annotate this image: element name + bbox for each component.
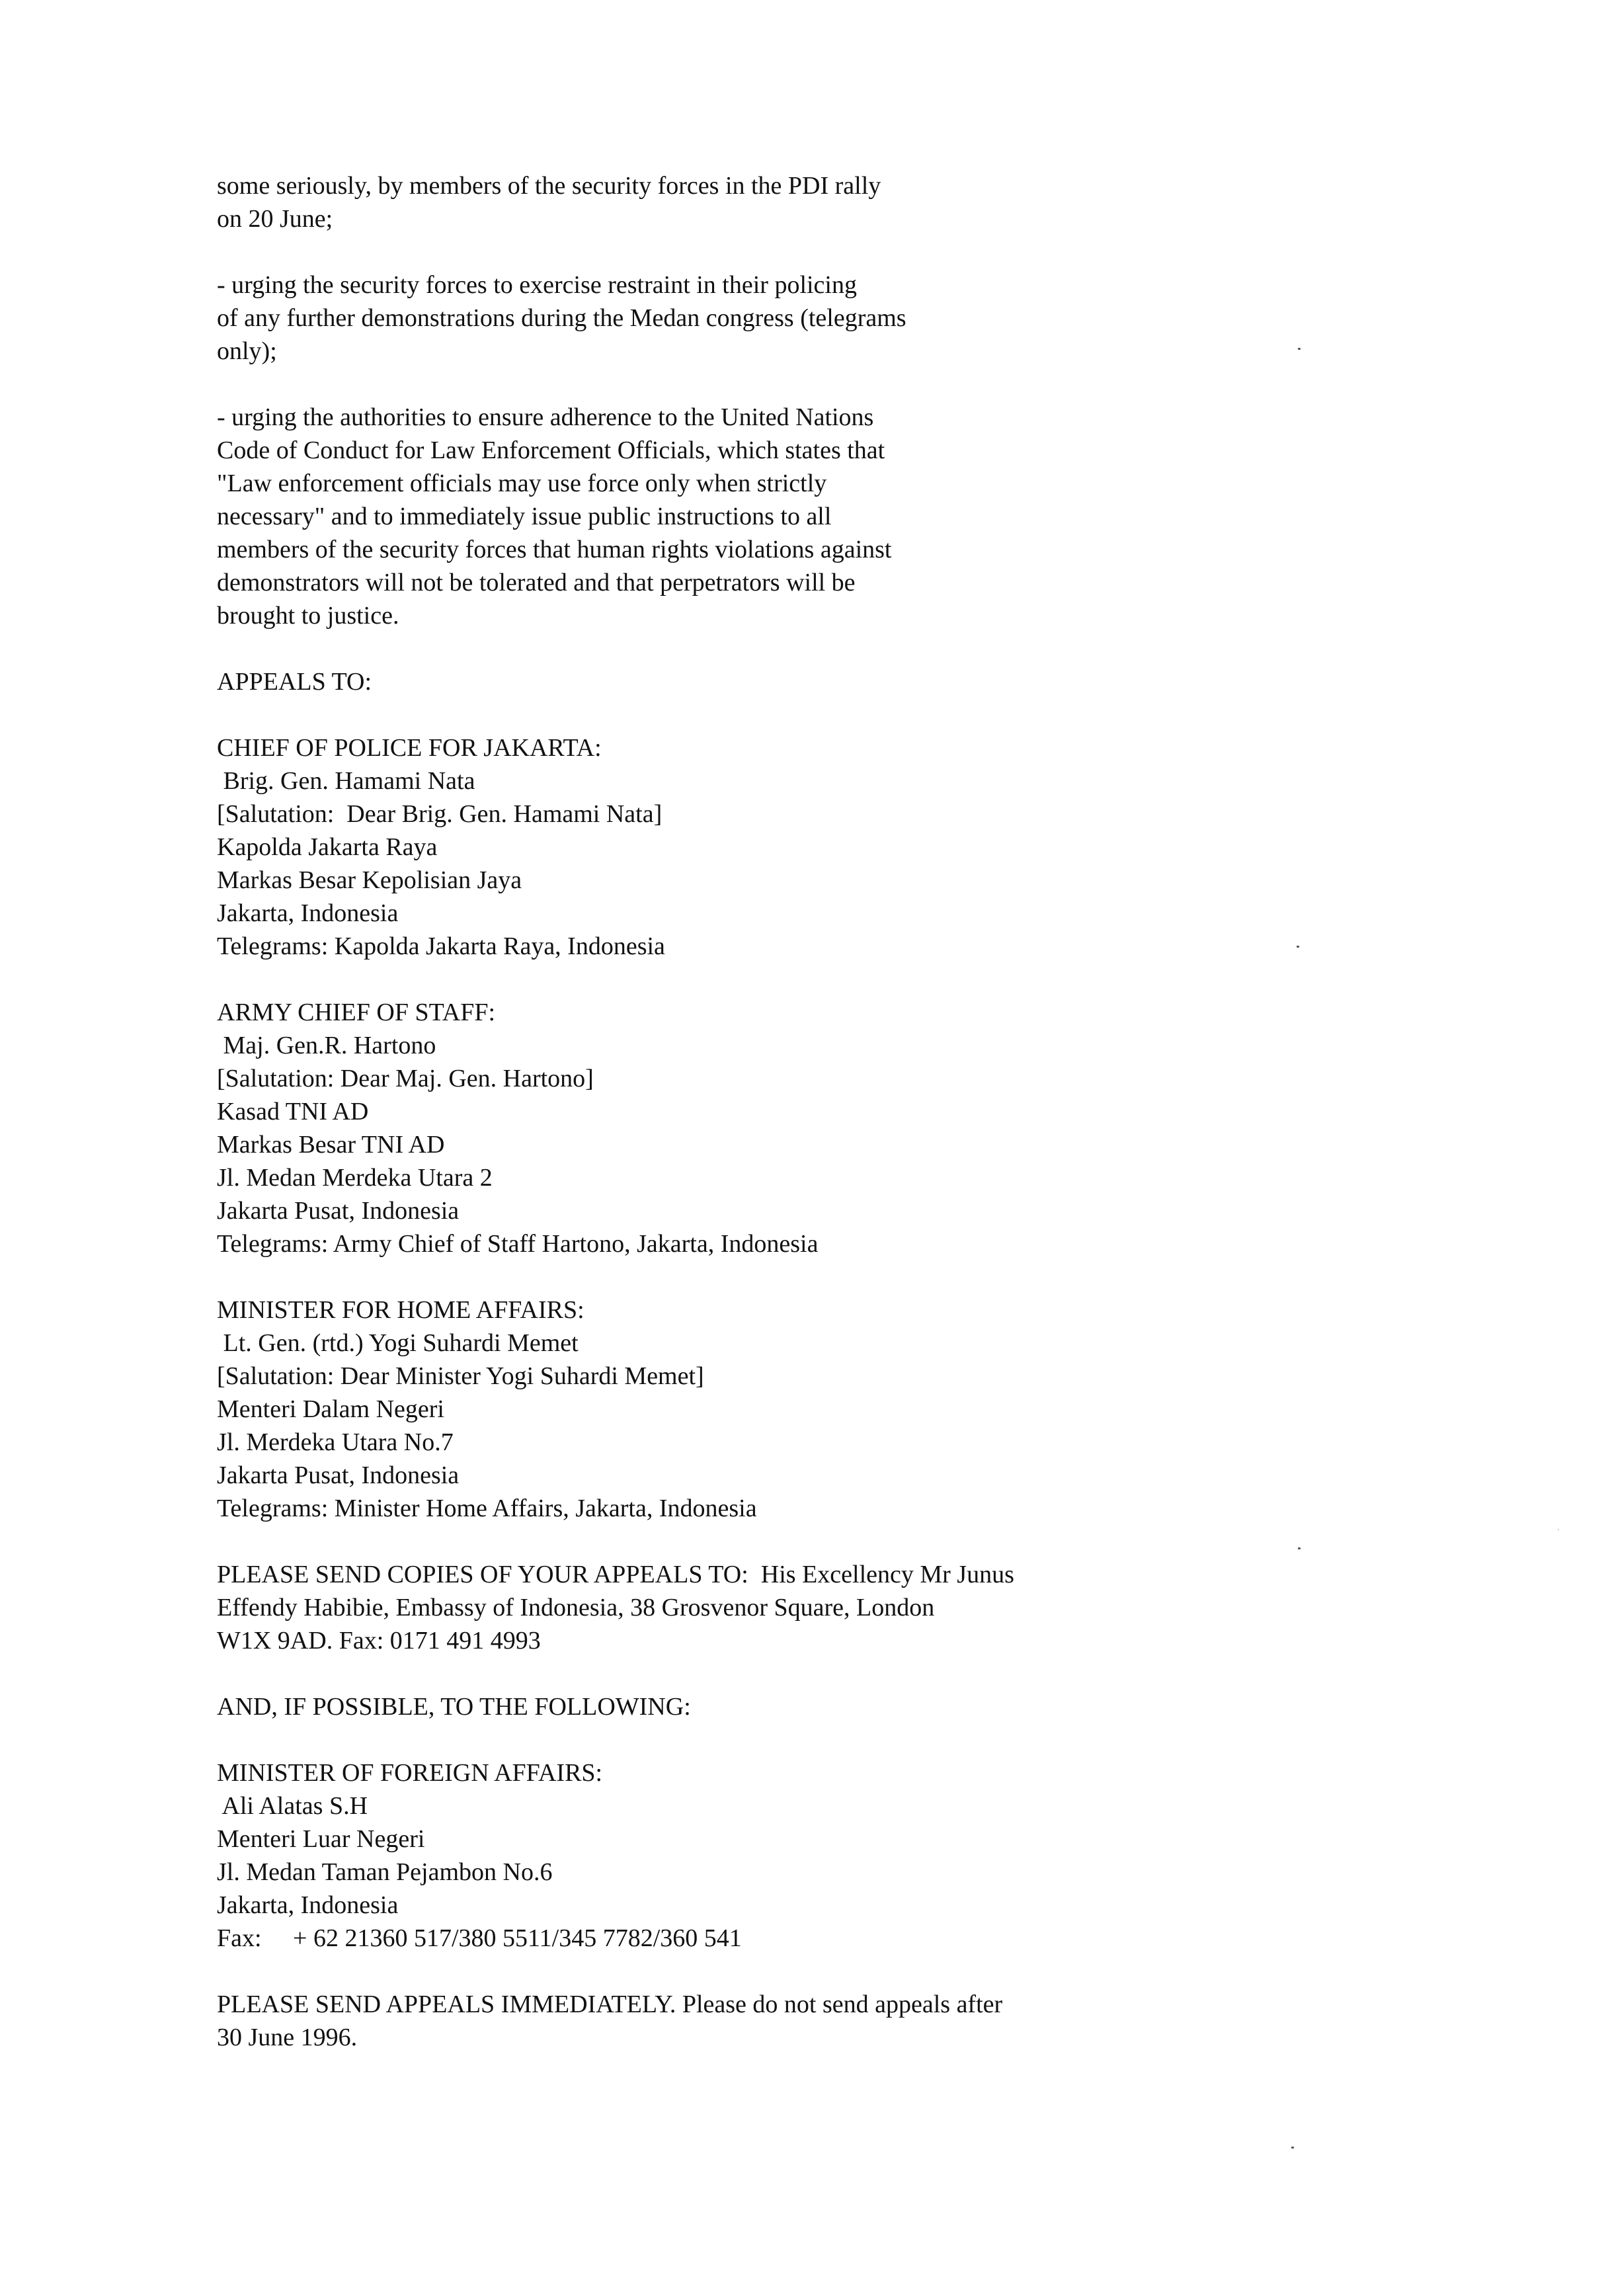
address-line: [Salutation: Dear Maj. Gen. Hartono] bbox=[217, 1065, 594, 1092]
text-line: of any further demonstrations during the Medan congress (telegrams bbox=[217, 304, 906, 332]
paragraph-send-immediately bbox=[217, 1988, 1447, 2054]
address-line: Markas Besar TNI AD bbox=[217, 1131, 445, 1159]
scan-speck bbox=[1298, 1547, 1301, 1549]
text-line: demonstrators will not be tolerated and that perpetrators will be bbox=[217, 569, 856, 596]
text-line: some seriously, by members of the security forces in the PDI rally bbox=[217, 172, 881, 200]
paragraph-urging-restraint bbox=[217, 268, 1447, 368]
text-line: - urging the security forces to exercise restraint in their policing bbox=[217, 271, 857, 299]
text-line: only); bbox=[217, 337, 277, 365]
text-line: - urging the authorities to ensure adherence to the United Nations bbox=[217, 403, 874, 431]
address-line: Fax: + 62 21360 517/380 5511/345 7782/360 541 bbox=[217, 1924, 742, 1952]
address-line: Telegrams: Army Chief of Staff Hartono, Jakarta, Indonesia bbox=[217, 1230, 819, 1258]
paragraph-injured-continuation bbox=[217, 169, 1447, 235]
text-line: necessary" and to immediately issue public instructions to all bbox=[217, 503, 832, 530]
address-line: Menteri Luar Negeri bbox=[217, 1825, 425, 1853]
address-title: MINISTER FOR HOME AFFAIRS: bbox=[217, 1296, 584, 1324]
address-title: MINISTER OF FOREIGN AFFAIRS: bbox=[217, 1759, 603, 1787]
paragraph-send-copies bbox=[217, 1558, 1447, 1657]
address-line: Kasad TNI AD bbox=[217, 1098, 369, 1126]
address-line: [Salutation: Dear Minister Yogi Suhardi Memet] bbox=[217, 1362, 704, 1390]
address-chief-of-police bbox=[217, 731, 1447, 963]
text-line: W1X 9AD. Fax: 0171 491 4993 bbox=[217, 1627, 541, 1655]
scan-speck bbox=[1297, 946, 1299, 948]
text-line: "Law enforcement officials may use force only when strictly bbox=[217, 470, 827, 497]
address-line: Jakarta Pusat, Indonesia bbox=[217, 1461, 460, 1489]
scan-speck bbox=[1291, 2147, 1294, 2149]
text-line: PLEASE SEND COPIES OF YOUR APPEALS TO: His Excellency Mr Junus bbox=[217, 1561, 1014, 1588]
address-line: Kapolda Jakarta Raya bbox=[217, 833, 438, 861]
address-title: CHIEF OF POLICE FOR JAKARTA: bbox=[217, 734, 602, 762]
address-line: Jakarta, Indonesia bbox=[217, 899, 399, 927]
address-army-chief-of-staff bbox=[217, 996, 1447, 1260]
paragraph-un-code-of-conduct bbox=[217, 401, 1447, 632]
address-line: [Salutation: Dear Brig. Gen. Hamami Nata] bbox=[217, 800, 663, 828]
address-line: Jakarta, Indonesia bbox=[217, 1891, 399, 1919]
text-line: brought to justice. bbox=[217, 602, 399, 630]
document-body bbox=[217, 169, 1447, 2087]
text-line: on 20 June; bbox=[217, 205, 333, 233]
address-line: Brig. Gen. Hamami Nata bbox=[217, 767, 475, 795]
address-line: Maj. Gen.R. Hartono bbox=[217, 1032, 436, 1059]
text-line: 30 June 1996. bbox=[217, 2024, 358, 2051]
address-title: ARMY CHIEF OF STAFF: bbox=[217, 999, 496, 1026]
text-line: Effendy Habibie, Embassy of Indonesia, 38 Grosvenor Square, London bbox=[217, 1594, 935, 1621]
address-line: Jl. Merdeka Utara No.7 bbox=[217, 1428, 454, 1456]
text-line: members of the security forces that human rights violations against bbox=[217, 536, 892, 563]
address-line: Ali Alatas S.H bbox=[217, 1792, 368, 1820]
scan-speck bbox=[1558, 1529, 1559, 1530]
address-line: Jl. Medan Taman Pejambon No.6 bbox=[217, 1858, 553, 1886]
address-line: Jakarta Pusat, Indonesia bbox=[217, 1197, 460, 1225]
text-line: Code of Conduct for Law Enforcement Officials, which states that bbox=[217, 436, 885, 464]
address-line: Markas Besar Kepolisian Jaya bbox=[217, 866, 522, 894]
address-minister-foreign-affairs bbox=[217, 1756, 1447, 1955]
address-line: Menteri Dalam Negeri bbox=[217, 1395, 444, 1423]
scan-speck bbox=[1298, 348, 1301, 350]
address-minister-home-affairs bbox=[217, 1293, 1447, 1525]
address-line: Telegrams: Minister Home Affairs, Jakarta, Indonesia bbox=[217, 1495, 757, 1522]
address-line: Telegrams: Kapolda Jakarta Raya, Indonesia bbox=[217, 932, 665, 960]
heading-appeals-to bbox=[217, 665, 1447, 698]
section-heading: APPEALS TO: bbox=[217, 668, 372, 696]
address-line: Lt. Gen. (rtd.) Yogi Suhardi Memet bbox=[217, 1329, 579, 1357]
section-heading: AND, IF POSSIBLE, TO THE FOLLOWING: bbox=[217, 1693, 691, 1721]
text-line: PLEASE SEND APPEALS IMMEDIATELY. Please do not send appeals after bbox=[217, 1990, 1003, 2018]
address-line: Jl. Medan Merdeka Utara 2 bbox=[217, 1164, 493, 1192]
heading-if-possible bbox=[217, 1690, 1447, 1723]
